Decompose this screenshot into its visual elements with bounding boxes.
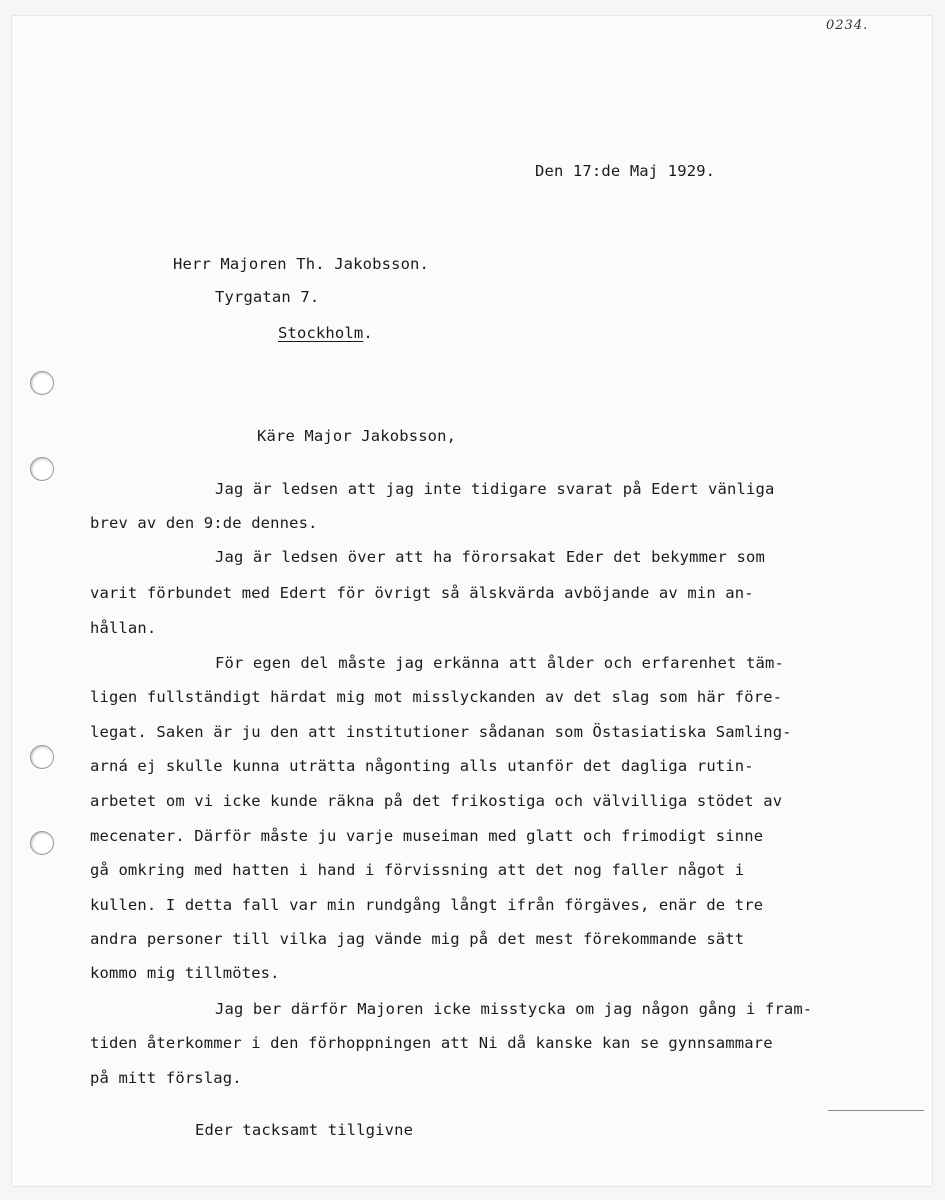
body-line: legat. Saken är ju den att institutioner sådanan som Östasiatiska Samling- — [90, 723, 792, 741]
body-line: ligen fullständigt härdat mig mot misslyckanden av det slag som här före- — [90, 688, 783, 706]
archive-number: 0234. — [826, 18, 869, 33]
body-line: kullen. I detta fall var min rundgång långt ifrån förgäves, enär de tre — [90, 896, 764, 914]
body-line: varit förbundet med Edert för övrigt så älskvärda avböjande av min an- — [90, 584, 754, 602]
body-line: Jag är ledsen att jag inte tidigare svarat på Edert vänliga — [215, 480, 775, 498]
recipient-street: Tyrgatan 7. — [215, 288, 320, 306]
recipient-city-name: Stockholm — [278, 324, 364, 342]
recipient-city-suffix: . — [363, 324, 373, 342]
body-line: hållan. — [90, 619, 157, 637]
recipient-city — [278, 324, 373, 342]
body-line: brev av den 9:de dennes. — [90, 514, 318, 532]
punch-hole — [30, 371, 54, 395]
body-line: Jag är ledsen över att ha förorsakat Eder det bekymmer som — [215, 548, 765, 566]
closing: Eder tacksamt tillgivne — [195, 1121, 414, 1139]
letter-date: Den 17:de Maj 1929. — [535, 162, 716, 180]
body-line: tiden återkommer i den förhoppningen att Ni då kanske kan se gynnsammare — [90, 1034, 773, 1052]
body-line: arbetet om vi icke kunde räkna på det frikostiga och välvilliga stödet av — [90, 792, 783, 810]
body-line: För egen del måste jag erkänna att ålder och erfarenhet täm- — [215, 654, 784, 672]
body-line: kommo mig tillmötes. — [90, 964, 280, 982]
body-line: arná ej skulle kunna uträtta någonting alls utanför det dagliga rutin- — [90, 757, 754, 775]
punch-hole — [30, 745, 54, 769]
margin-line-mark — [828, 1110, 924, 1111]
body-line: Jag ber därför Majoren icke misstycka om jag någon gång i fram- — [215, 1000, 813, 1018]
body-line: på mitt förslag. — [90, 1069, 242, 1087]
punch-hole — [30, 831, 54, 855]
body-line: mecenater. Därför måste ju varje museiman med glatt och frimodigt sinne — [90, 827, 764, 845]
recipient-name: Herr Majoren Th. Jakobsson. — [173, 255, 430, 273]
salutation: Käre Major Jakobsson, — [257, 427, 457, 445]
body-line: andra personer till vilka jag vände mig på det mest förekommande sätt — [90, 930, 745, 948]
punch-hole — [30, 457, 54, 481]
body-line: gå omkring med hatten i hand i förvissning att det nog faller något i — [90, 861, 745, 879]
